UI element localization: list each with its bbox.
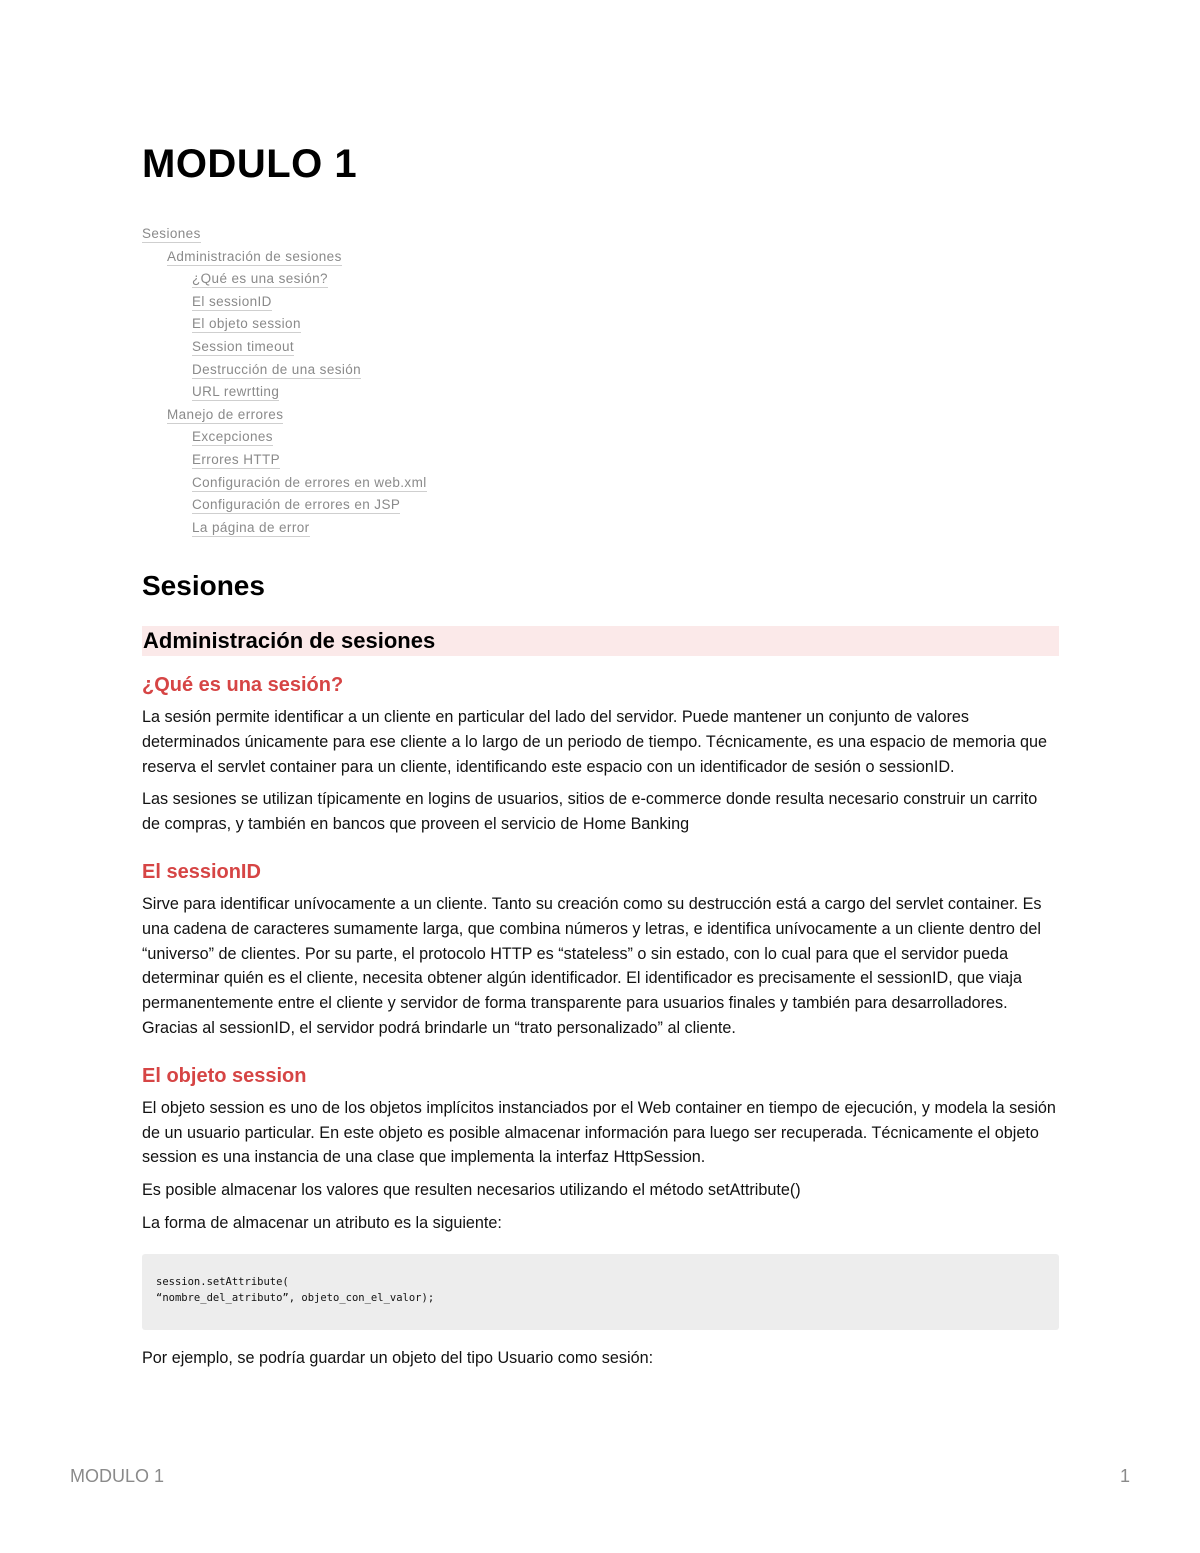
toc-link-pagina-de-error[interactable]: La página de error	[192, 519, 310, 535]
toc-link-el-objeto-session[interactable]: El objeto session	[192, 316, 301, 332]
paragraph: Sirve para identificar unívocamente a un cliente. Tanto su creación como su destrucción está a cargo del servlet container. Es una cadena de caracteres sumamente larga, que combina números y letras, e identifica unívocamente a un cliente dentro del “universo” de clientes. Por su parte, el protocolo HTTP es “stateless” o sin estado, con lo cual para que el servidor pueda determinar quién es el cliente, necesita obtener algún identificador. El identificador es precisamente el sessionID, que viaja permanentemente entre el cliente y servidor de forma transparente para usuarios finales y también para desarrolladores. Gracias al sessionID, el servidor podrá brindarle un “trato personalizado” al cliente.	[142, 894, 1042, 1037]
toc-link-sesiones[interactable]: Sesiones	[142, 226, 201, 241]
paragraph: La forma de almacenar un atributo es la siguiente:	[142, 1213, 502, 1232]
document-body	[142, 570, 1059, 1379]
heading-el-objeto-session: El objeto session	[142, 1064, 307, 1087]
toc-link-el-sessionid[interactable]: El sessionID	[192, 293, 272, 309]
table-of-contents	[142, 224, 427, 540]
section-heading-sesiones: Sesiones	[142, 570, 265, 601]
heading-que-es-una-sesion: ¿Qué es una sesión?	[142, 674, 344, 696]
page-number: 1	[1119, 1466, 1130, 1486]
footer-title: MODULO 1	[70, 1466, 165, 1486]
paragraph: Es posible almacenar los valores que resulten necesarios utilizando el método setAttribute()	[142, 1181, 801, 1200]
toc-link-manejo-de-errores[interactable]: Manejo de errores	[167, 406, 284, 422]
code-line: session.setAttribute(	[156, 1275, 289, 1288]
page-title: MODULO 1	[142, 142, 358, 186]
toc-link-errores-http[interactable]: Errores HTTP	[192, 451, 281, 467]
heading-el-sessionid: El sessionID	[142, 860, 261, 883]
code-block	[142, 1254, 1059, 1330]
paragraph: La sesión permite identificar a un cliente en particular del lado del servidor. Puede mantener un conjunto de valores determinados únicamente para ese cliente a lo largo de un periodo de tiempo. Técnicamente, es una espacio de memoria que reserva el servlet container para un cliente, identificando este espacio con un identificador de sesión o sessionID.	[142, 708, 1047, 776]
toc-link-que-es-una-sesion[interactable]: ¿Qué es una sesión?	[192, 271, 328, 287]
paragraph: El objeto session es uno de los objetos implícitos instanciados por el Web container en tiempo de ejecución, y modela la sesión de un usuario particular. En este objeto es posible almacenar información para luego ser recuperada. Técnicamente el objeto session es una instancia de una clase que implementa la interfaz HttpSession.	[142, 1098, 1056, 1167]
toc-link-excepciones[interactable]: Excepciones	[192, 429, 273, 445]
toc-link-session-timeout[interactable]: Session timeout	[192, 338, 295, 354]
toc-link-config-errores-web-xml[interactable]: Configuración de errores en web.xml	[192, 474, 427, 490]
toc-link-administracion-de-sesiones[interactable]: Administración de sesiones	[167, 248, 342, 264]
toc-link-config-errores-jsp[interactable]: Configuración de errores en JSP	[192, 497, 401, 513]
paragraph: Por ejemplo, se podría guardar un objeto del tipo Usuario como sesión:	[142, 1348, 654, 1367]
toc-link-url-rewriting[interactable]: URL rewrtting	[192, 384, 280, 400]
subsection-heading-administracion: Administración de sesiones	[142, 626, 1059, 656]
paragraph: Las sesiones se utilizan típicamente en logins de usuarios, sitios de e-commerce donde resulta necesario construir un carrito de compras, y también en bancos que proveen el servicio de Home Banking	[142, 790, 1038, 834]
code-line: “nombre_del_atributo”, objeto_con_el_valor);	[156, 1291, 435, 1304]
toc-link-destruccion-de-una-sesion[interactable]: Destrucción de una sesión	[192, 361, 362, 377]
